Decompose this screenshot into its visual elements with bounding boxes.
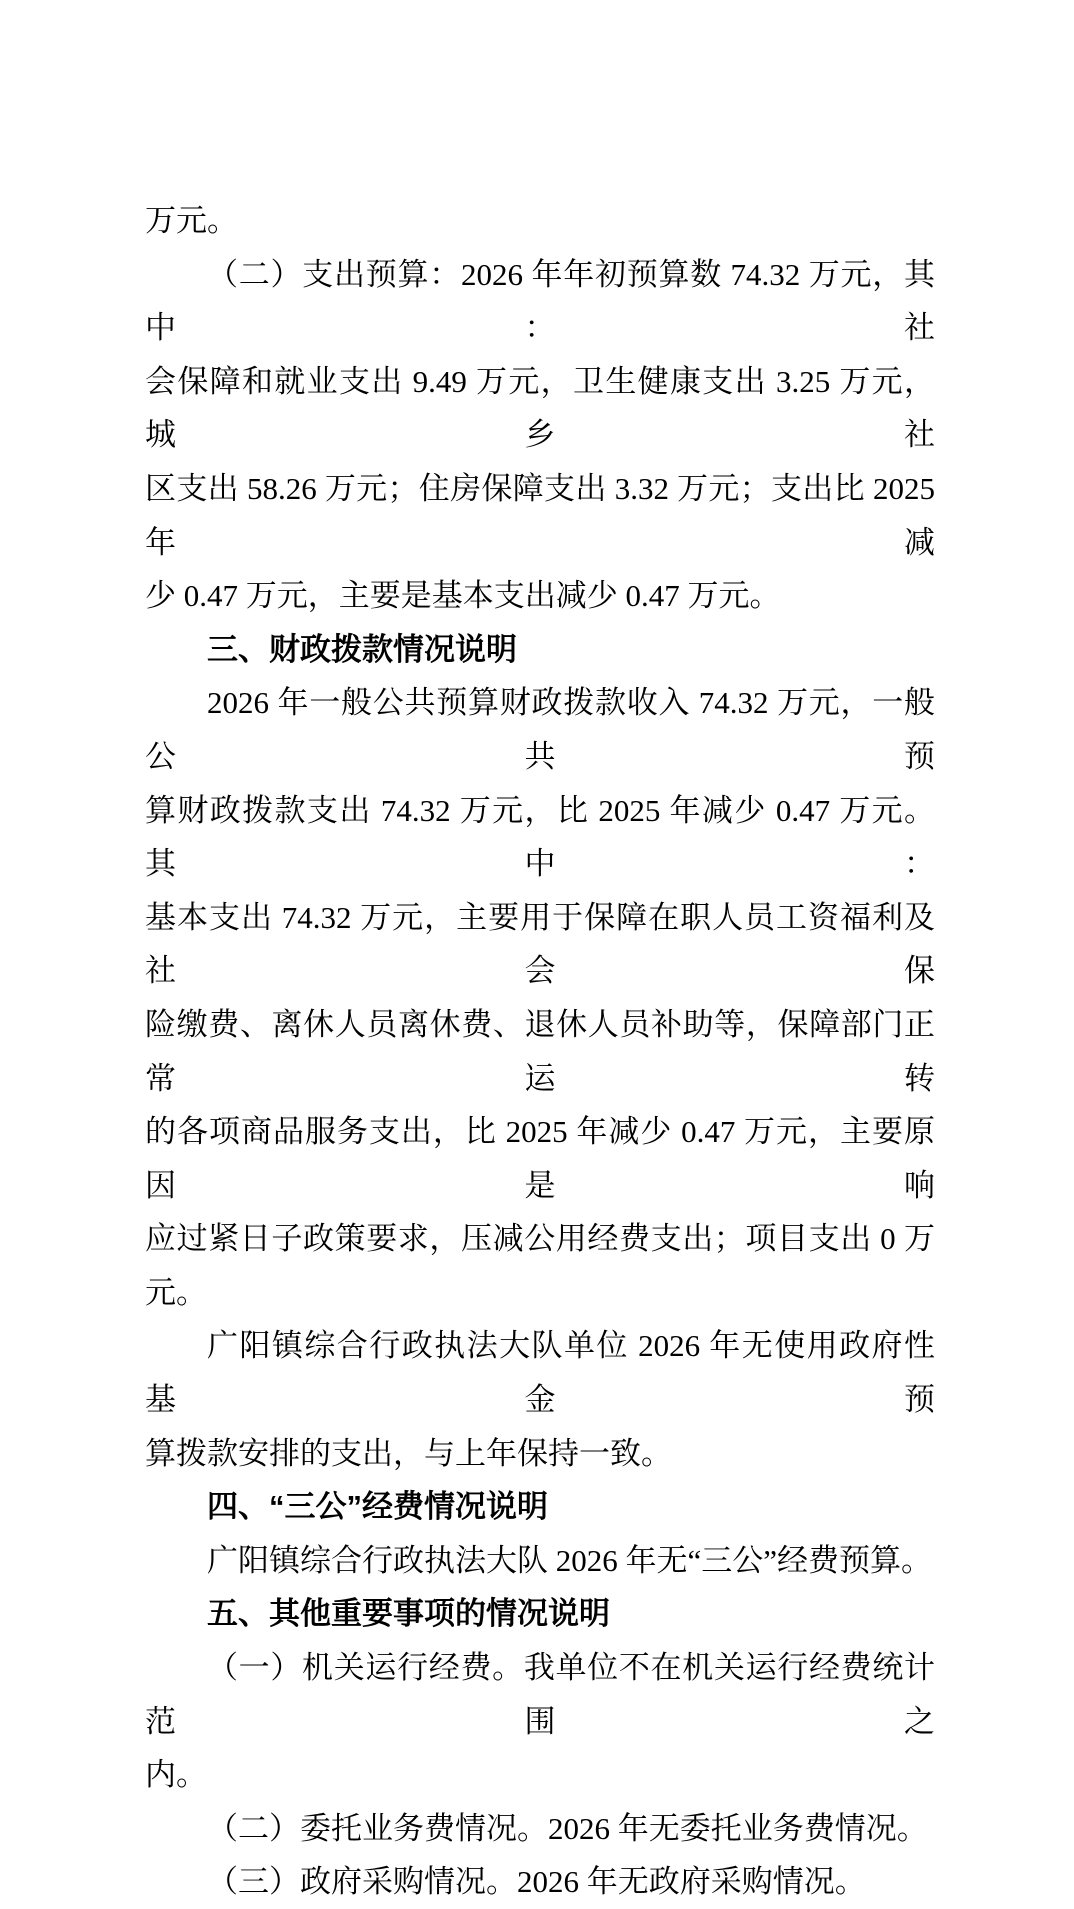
- text-line: 万元。: [145, 203, 238, 238]
- heading-text: 四、“三公”经费情况说明: [207, 1489, 548, 1525]
- text-line: 内。: [145, 1757, 207, 1793]
- section-heading-5: [145, 1587, 935, 1641]
- text-line: 少 0.47 万元，主要是基本支出减少 0.47 万元。: [145, 578, 781, 614]
- heading-text: 五、其他重要事项的情况说明: [207, 1596, 610, 1632]
- paragraph-government-procurement: [145, 1855, 935, 1909]
- text-line: 会保障和就业支出 9.49 万元，卫生健康支出 3.25 万元，城乡社: [145, 363, 935, 453]
- text-line: 基本支出 74.32 万元，主要用于保障在职人员工资福利及社会保: [145, 899, 935, 989]
- text-line: 2026 年一般公共预算财政拨款收入 74.32 万元，一般公共预: [145, 685, 935, 774]
- paragraph-agency-operating-expense: [145, 1641, 935, 1802]
- paragraph-entrusted-business-fee: [145, 1802, 935, 1856]
- text-line: 广阳镇综合行政执法大队 2026 年无“三公”经费预算。: [207, 1542, 933, 1578]
- text-line: 区支出 58.26 万元；住房保障支出 3.32 万元；支出比 2025 年减: [145, 470, 935, 560]
- text-line: 广阳镇综合行政执法大队单位 2026 年无使用政府性基金预: [145, 1328, 935, 1418]
- text-line: （二）委托业务费情况。2026 年无委托业务费情况。: [207, 1810, 928, 1846]
- section-heading-3: [145, 623, 935, 677]
- paragraph-expenditure-budget: [145, 248, 935, 623]
- text-line: （一）机关运行经费。我单位不在机关运行经费统计范围之: [145, 1650, 935, 1739]
- paragraph-continuation: [145, 194, 935, 248]
- paragraph-fiscal-appropriation: [145, 676, 935, 1319]
- heading-text: 三、财政拨款情况说明: [207, 631, 517, 667]
- paragraph-government-fund: [145, 1319, 935, 1480]
- text-line: （三）政府采购情况。2026 年无政府采购情况。: [207, 1864, 866, 1900]
- text-line: （二）支出预算：2026 年年初预算数 74.32 万元，其中：社: [145, 256, 935, 346]
- document-body: [145, 194, 935, 1909]
- text-line: 算拨款安排的支出，与上年保持一致。: [145, 1435, 672, 1471]
- section-heading-4: [145, 1480, 935, 1534]
- text-line: 的各项商品服务支出，比 2025 年减少 0.47 万元，主要原因是响: [145, 1114, 935, 1203]
- paragraph-three-public-funds: [145, 1534, 935, 1588]
- text-line: 算财政拨款支出 74.32 万元，比 2025 年减少 0.47 万元。其中：: [145, 792, 935, 882]
- text-line: 险缴费、离休人员离休费、退休人员补助等，保障部门正常运转: [145, 1006, 935, 1096]
- text-line: 应过紧日子政策要求，压减公用经费支出；项目支出 0 万元。: [145, 1221, 935, 1310]
